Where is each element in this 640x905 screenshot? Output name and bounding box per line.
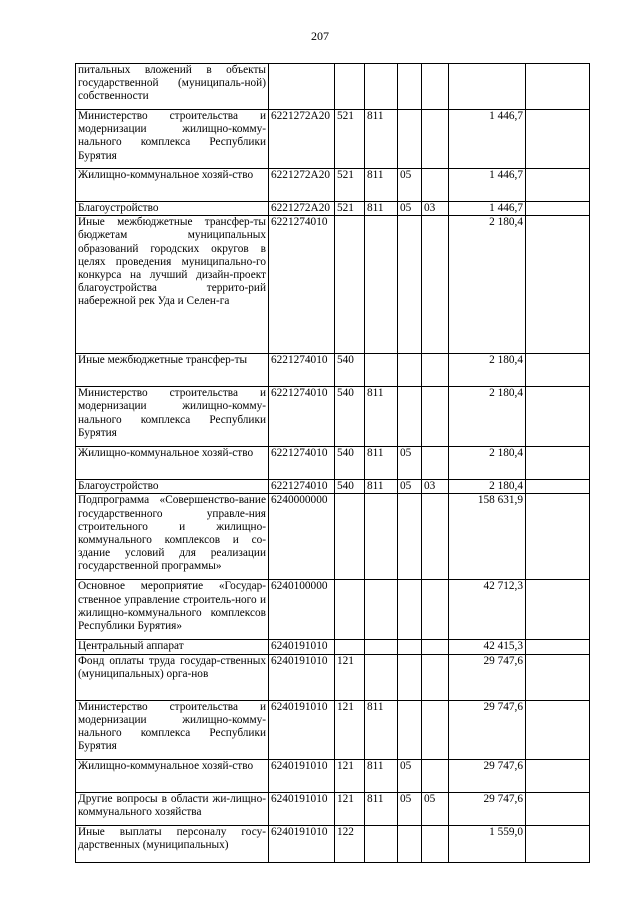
cell-amount bbox=[449, 64, 526, 110]
cell-expense-type: 540 bbox=[335, 354, 365, 387]
cell-name: Благоустройство bbox=[76, 202, 269, 216]
cell-expense-type: 540 bbox=[335, 480, 365, 494]
cell-extra bbox=[526, 654, 590, 700]
table-row bbox=[76, 654, 590, 700]
cell-department bbox=[365, 216, 398, 354]
cell-amount: 2 180,4 bbox=[449, 216, 526, 354]
table-row bbox=[76, 792, 590, 825]
table-row bbox=[76, 447, 590, 480]
cell-amount: 29 747,6 bbox=[449, 654, 526, 700]
cell-subsection bbox=[422, 654, 449, 700]
cell-expense-type: 540 bbox=[335, 447, 365, 480]
cell-extra bbox=[526, 216, 590, 354]
cell-name: Центральный аппарат bbox=[76, 640, 269, 654]
cell-amount: 2 180,4 bbox=[449, 447, 526, 480]
cell-expense-type bbox=[335, 640, 365, 654]
table-row bbox=[76, 480, 590, 494]
cell-target-code: 6240191010 bbox=[269, 700, 335, 759]
cell-subsection bbox=[422, 169, 449, 202]
cell-target-code: 6221274010 bbox=[269, 447, 335, 480]
table-row bbox=[76, 700, 590, 759]
cell-amount: 1 446,7 bbox=[449, 169, 526, 202]
cell-expense-type: 121 bbox=[335, 792, 365, 825]
cell-expense-type: 122 bbox=[335, 825, 365, 862]
cell-target-code: 6240191010 bbox=[269, 640, 335, 654]
cell-subsection bbox=[422, 759, 449, 792]
cell-section bbox=[398, 216, 422, 354]
cell-extra bbox=[526, 580, 590, 640]
cell-subsection bbox=[422, 825, 449, 862]
cell-extra bbox=[526, 494, 590, 580]
cell-name: Министерство строительства и модернизации жилищно-комму-нального комплекса Республики Бурятия bbox=[76, 110, 269, 169]
cell-name: Жилищно-коммунальное хозяй-ство bbox=[76, 759, 269, 792]
cell-department: 811 bbox=[365, 480, 398, 494]
cell-target-code: 6240191010 bbox=[269, 792, 335, 825]
table-row bbox=[76, 169, 590, 202]
cell-amount: 29 747,6 bbox=[449, 700, 526, 759]
table-row bbox=[76, 216, 590, 354]
cell-amount: 42 712,3 bbox=[449, 580, 526, 640]
cell-name: Министерство строительства и модернизации жилищно-комму-нального комплекса Республики Бурятия bbox=[76, 700, 269, 759]
cell-amount: 29 747,6 bbox=[449, 759, 526, 792]
table-body bbox=[76, 64, 590, 863]
cell-section bbox=[398, 700, 422, 759]
cell-extra bbox=[526, 480, 590, 494]
cell-department: 811 bbox=[365, 110, 398, 169]
cell-extra bbox=[526, 202, 590, 216]
cell-subsection: 05 bbox=[422, 792, 449, 825]
cell-department bbox=[365, 640, 398, 654]
cell-amount: 2 180,4 bbox=[449, 354, 526, 387]
table-row bbox=[76, 494, 590, 580]
cell-target-code: 6221272A20 bbox=[269, 169, 335, 202]
cell-name: питальных вложений в объекты государственной (муниципаль-ной) собственности bbox=[76, 64, 269, 110]
cell-target-code: 6221272A20 bbox=[269, 202, 335, 216]
cell-name: Жилищно-коммунальное хозяй-ство bbox=[76, 169, 269, 202]
cell-amount: 158 631,9 bbox=[449, 494, 526, 580]
cell-section bbox=[398, 354, 422, 387]
cell-department: 811 bbox=[365, 700, 398, 759]
cell-department: 811 bbox=[365, 387, 398, 447]
cell-department bbox=[365, 654, 398, 700]
cell-expense-type: 540 bbox=[335, 387, 365, 447]
cell-extra bbox=[526, 792, 590, 825]
cell-amount: 1 559,0 bbox=[449, 825, 526, 862]
cell-extra bbox=[526, 447, 590, 480]
cell-expense-type: 521 bbox=[335, 169, 365, 202]
cell-expense-type: 121 bbox=[335, 700, 365, 759]
cell-target-code: 6221274010 bbox=[269, 387, 335, 447]
cell-subsection bbox=[422, 580, 449, 640]
cell-extra bbox=[526, 825, 590, 862]
cell-extra bbox=[526, 640, 590, 654]
cell-subsection bbox=[422, 64, 449, 110]
cell-section: 05 bbox=[398, 169, 422, 202]
cell-amount: 42 415,3 bbox=[449, 640, 526, 654]
cell-section: 05 bbox=[398, 759, 422, 792]
cell-amount: 29 747,6 bbox=[449, 792, 526, 825]
cell-subsection: 03 bbox=[422, 480, 449, 494]
cell-extra bbox=[526, 64, 590, 110]
table-row bbox=[76, 825, 590, 862]
cell-target-code: 6221274010 bbox=[269, 480, 335, 494]
cell-department bbox=[365, 494, 398, 580]
cell-extra bbox=[526, 169, 590, 202]
cell-name: Фонд оплаты труда государ-ственных (муниципальных) орга-нов bbox=[76, 654, 269, 700]
cell-name: Основное мероприятие «Государ-ственное управление строитель-ного и жилищно-коммунального комплексов Республики Бурятия» bbox=[76, 580, 269, 640]
cell-section bbox=[398, 640, 422, 654]
cell-name: Иные межбюджетные трансфер-ты бюджетам муниципальных образований городских округов в целях проведения муниципально-го конкурса на лучший дизайн-проект благоустройства террито-рий набережной рек Уда и Селен-га bbox=[76, 216, 269, 354]
cell-name: Министерство строительства и модернизации жилищно-комму-нального комплекса Республики Бурятия bbox=[76, 387, 269, 447]
cell-section: 05 bbox=[398, 202, 422, 216]
cell-subsection bbox=[422, 354, 449, 387]
cell-department bbox=[365, 64, 398, 110]
cell-extra bbox=[526, 759, 590, 792]
cell-expense-type: 121 bbox=[335, 654, 365, 700]
cell-section bbox=[398, 654, 422, 700]
cell-name: Иные межбюджетные трансфер-ты bbox=[76, 354, 269, 387]
cell-subsection bbox=[422, 110, 449, 169]
cell-extra bbox=[526, 354, 590, 387]
cell-name: Жилищно-коммунальное хозяй-ство bbox=[76, 447, 269, 480]
cell-department: 811 bbox=[365, 447, 398, 480]
cell-subsection bbox=[422, 447, 449, 480]
cell-department: 811 bbox=[365, 202, 398, 216]
cell-expense-type bbox=[335, 494, 365, 580]
cell-target-code: 6221272A20 bbox=[269, 110, 335, 169]
cell-section bbox=[398, 64, 422, 110]
cell-department bbox=[365, 580, 398, 640]
cell-name: Другие вопросы в области жи-лищно-коммунального хозяйства bbox=[76, 792, 269, 825]
cell-section: 05 bbox=[398, 480, 422, 494]
cell-section bbox=[398, 580, 422, 640]
cell-section bbox=[398, 110, 422, 169]
table-row bbox=[76, 110, 590, 169]
cell-expense-type: 121 bbox=[335, 759, 365, 792]
cell-subsection bbox=[422, 494, 449, 580]
cell-department: 811 bbox=[365, 169, 398, 202]
table-row bbox=[76, 759, 590, 792]
cell-subsection bbox=[422, 387, 449, 447]
cell-amount: 2 180,4 bbox=[449, 480, 526, 494]
cell-expense-type bbox=[335, 216, 365, 354]
table-row bbox=[76, 387, 590, 447]
table-row bbox=[76, 202, 590, 216]
cell-target-code: 6240191010 bbox=[269, 825, 335, 862]
cell-target-code: 6240000000 bbox=[269, 494, 335, 580]
table-row bbox=[76, 580, 590, 640]
table-row bbox=[76, 640, 590, 654]
cell-name: Подпрограмма «Совершенство-вание государственного управле-ния строительного и жилищно-коммунального комплексов и со-здание условий для реализации государственной программы» bbox=[76, 494, 269, 580]
cell-subsection bbox=[422, 216, 449, 354]
cell-subsection: 03 bbox=[422, 202, 449, 216]
cell-section: 05 bbox=[398, 447, 422, 480]
cell-section: 05 bbox=[398, 792, 422, 825]
cell-department bbox=[365, 354, 398, 387]
cell-amount: 1 446,7 bbox=[449, 110, 526, 169]
cell-extra bbox=[526, 387, 590, 447]
cell-expense-type: 521 bbox=[335, 202, 365, 216]
cell-department: 811 bbox=[365, 792, 398, 825]
cell-section bbox=[398, 387, 422, 447]
cell-department: 811 bbox=[365, 759, 398, 792]
cell-department bbox=[365, 825, 398, 862]
cell-target-code: 6240191010 bbox=[269, 759, 335, 792]
cell-target-code: 6221274010 bbox=[269, 216, 335, 354]
cell-extra bbox=[526, 110, 590, 169]
cell-target-code: 6221274010 bbox=[269, 354, 335, 387]
cell-expense-type: 521 bbox=[335, 110, 365, 169]
cell-subsection bbox=[422, 700, 449, 759]
cell-target-code: 6240191010 bbox=[269, 654, 335, 700]
cell-amount: 1 446,7 bbox=[449, 202, 526, 216]
cell-name: Благоустройство bbox=[76, 480, 269, 494]
cell-section bbox=[398, 494, 422, 580]
cell-name: Иные выплаты персоналу госу-дарственных (муниципальных) bbox=[76, 825, 269, 862]
cell-amount: 2 180,4 bbox=[449, 387, 526, 447]
cell-section bbox=[398, 825, 422, 862]
budget-table bbox=[75, 63, 590, 863]
cell-expense-type bbox=[335, 64, 365, 110]
cell-target-code bbox=[269, 64, 335, 110]
cell-target-code: 6240100000 bbox=[269, 580, 335, 640]
page-number: 207 bbox=[311, 29, 329, 43]
cell-extra bbox=[526, 700, 590, 759]
cell-expense-type bbox=[335, 580, 365, 640]
table-row bbox=[76, 64, 590, 110]
cell-subsection bbox=[422, 640, 449, 654]
table-row bbox=[76, 354, 590, 387]
